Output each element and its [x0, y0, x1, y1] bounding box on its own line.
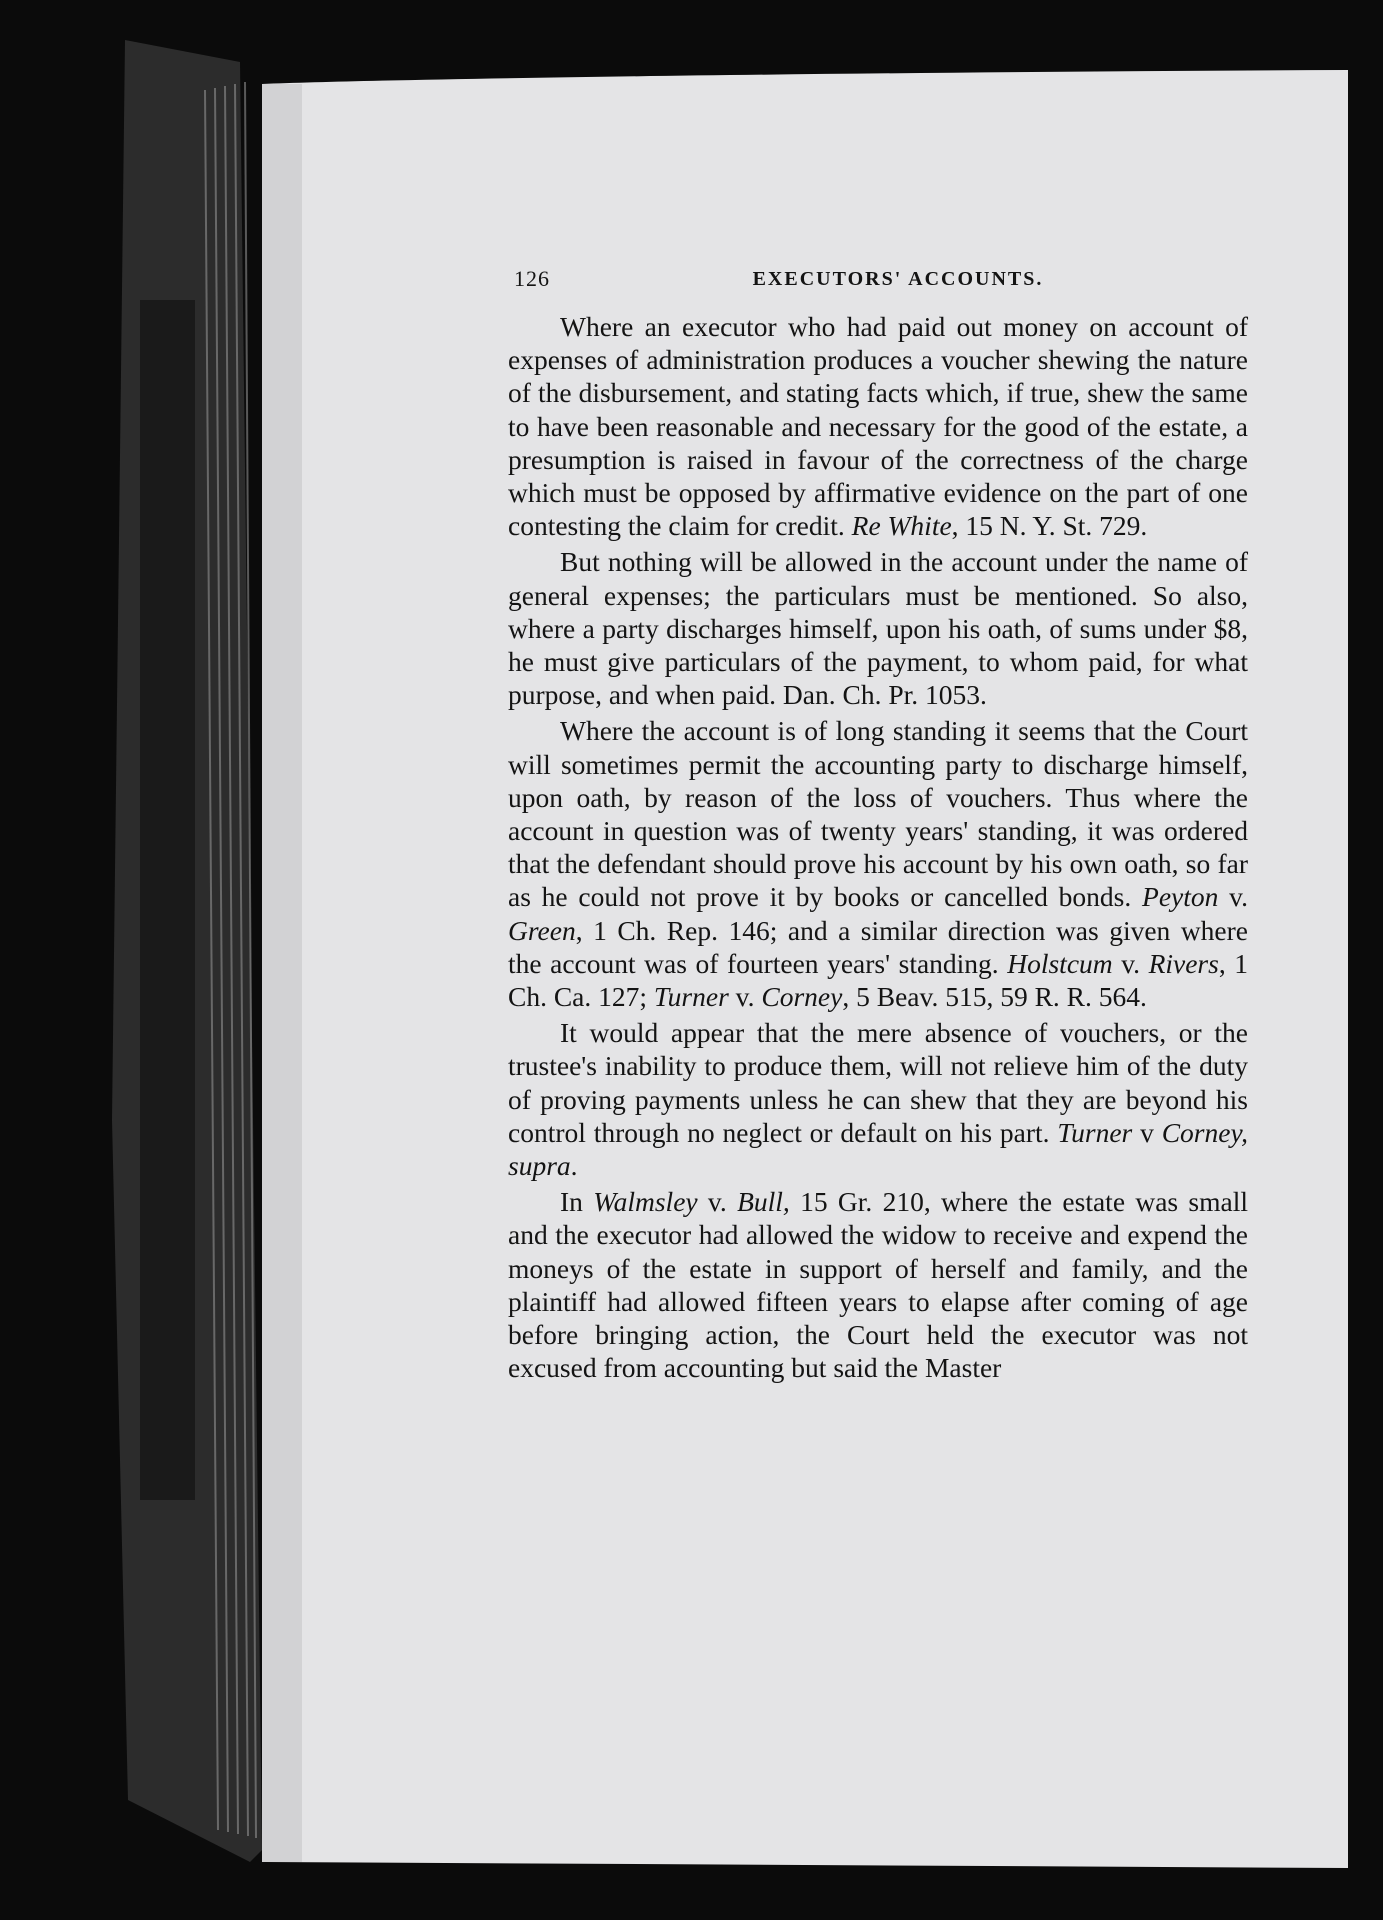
page-header	[508, 258, 1248, 298]
paragraph	[508, 310, 1248, 542]
case-citation: Re White	[851, 510, 952, 542]
case-citation: Green	[508, 914, 576, 946]
text-run: It would appear that the mere absence of vouchers, or the trustee's inability to produce them, will not relieve him of the duty of proving payments unless he can shew that they are beyond his control through no neglect or default on his part.	[508, 1017, 1248, 1148]
case-citation: Turner	[1057, 1116, 1133, 1148]
text-run: v.	[1218, 881, 1248, 913]
case-citation: Corney, supra	[508, 1116, 1249, 1182]
page-gutter-shadow	[262, 84, 302, 1862]
text-run: v	[1132, 1116, 1162, 1148]
running-head: EXECUTORS' ACCOUNTS.	[752, 268, 1044, 290]
text-run: .	[570, 1150, 578, 1182]
text-run: 15 Gr. 210, where the estate was small and the executor had allowed the widow to receive and expend the moneys of the estate in support of herself and family, and the plaintiff had allowed fifteen years to elapse after coming of age before bringing action, the Court held the executor was not excused from accounting but said the Master	[508, 1186, 1248, 1384]
text-run: In	[560, 1186, 594, 1218]
text-run: , 1 Ch. Rep. 146; and a similar direction was given where the account was of fourteen years' standing.	[508, 914, 1248, 979]
case-citation: Holstcum	[1007, 947, 1113, 979]
spine-binding-band	[140, 300, 195, 1500]
text-run: But nothing will be allowed in the account under the name of general expenses; the particulars must be mentioned. So also, where a party discharges himself, upon his oath, of sums under $8, he must give particulars of the payment, to whom paid, for what purpose, and when paid. Dan. Ch. Pr. 1053.	[508, 546, 1248, 711]
text-run: Where an executor who had paid out money on account of expenses of administration produces a voucher shewing the nature of the disbursement, and stating facts which, if true, shew the same to have been reasonable and necessary for the good of the estate, a presumption is raised in favour of the correctness of the charge which must be opposed by affirmative evidence on the part of one contesting the claim for credit.	[508, 311, 1248, 542]
case-citation: Corney	[761, 981, 843, 1013]
text-run: , 5 Beav. 515, 59 R. R. 564.	[842, 981, 1147, 1013]
case-citation: Turner	[653, 981, 729, 1013]
text-run: Where the account is of long standing it seems that the Court will sometimes permit the accounting party to discharge himself, upon oath, by reason of the loss of vouchers. Thus where the account in question was of twenty years' standing, it was ordered that the defendant should prove his account by his own oath, so far as he could not prove it by books or cancelled bonds.	[508, 715, 1248, 913]
text-run: , 1 Ch. Ca. 127;	[508, 947, 1249, 1013]
case-citation: Walmsley	[593, 1186, 698, 1218]
page-text	[508, 258, 1248, 1388]
paragraph	[508, 545, 1248, 711]
text-run: v.	[697, 1186, 738, 1218]
case-citation: Bull,	[737, 1186, 790, 1218]
paragraph	[508, 1016, 1248, 1182]
paragraph	[508, 1185, 1248, 1384]
paragraph	[508, 714, 1248, 1013]
text-run: v.	[728, 981, 762, 1013]
text-run: , 15 N. Y. St. 729.	[951, 510, 1148, 542]
case-citation: Rivers	[1148, 947, 1219, 979]
case-citation: Peyton	[1142, 881, 1219, 913]
body-text	[508, 310, 1248, 1385]
page-number: 126	[514, 266, 550, 291]
text-run: v.	[1112, 947, 1149, 979]
